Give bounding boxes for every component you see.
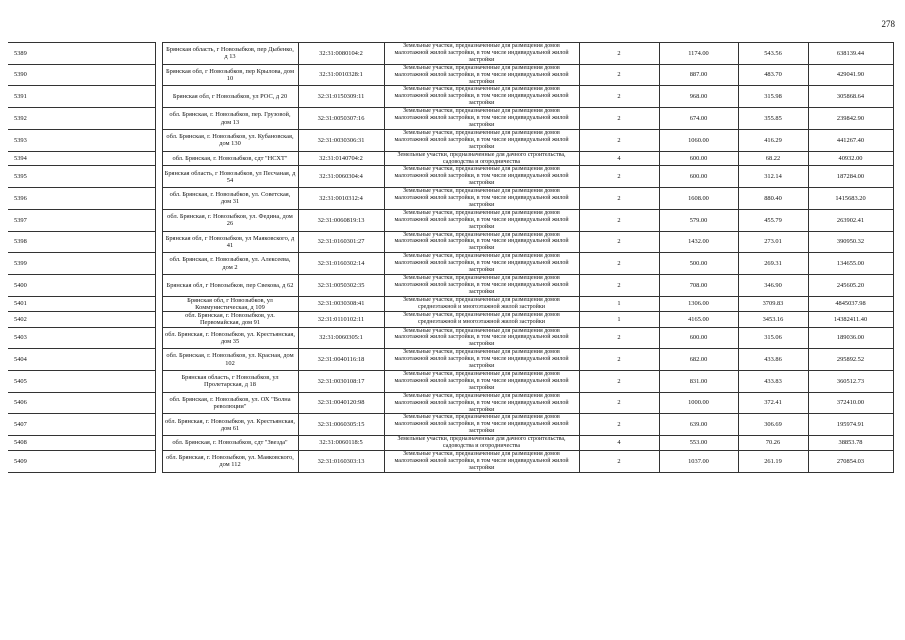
- area-cell: 639.00: [659, 414, 738, 436]
- group-cell: 2: [579, 64, 659, 86]
- cadastral-value-cell: 245605.20: [808, 275, 893, 297]
- land-use-cell: Земельные участки, предназначенные для размещения домов малоэтажной жилой застройки, в том числе индивидуальной жилой застройки: [384, 450, 579, 472]
- cadastral-number-cell: 32:31:0030308:41: [298, 296, 384, 311]
- table-row: [8, 450, 893, 472]
- area-cell: 1432.00: [659, 231, 738, 253]
- land-use-cell: Земельные участки, предназначенные для размещения домов малоэтажной жилой застройки, в том числе индивидуальной жилой застройки: [384, 86, 579, 108]
- table-row: [8, 64, 893, 86]
- specific-value-cell: 543.56: [738, 43, 808, 65]
- address-cell: Брянская область, г Новозыбков, пер Дыбенко, д 13: [162, 43, 298, 65]
- area-cell: 1174.00: [659, 43, 738, 65]
- group-cell: 2: [579, 414, 659, 436]
- group-cell: 2: [579, 450, 659, 472]
- column-gap: [155, 450, 162, 472]
- table-row: [8, 209, 893, 231]
- specific-value-cell: 273.01: [738, 231, 808, 253]
- cadastral-number-cell: 32:31:0050302:35: [298, 275, 384, 297]
- column-gap: [155, 86, 162, 108]
- table-row: [8, 43, 893, 65]
- area-cell: 1037.00: [659, 450, 738, 472]
- cadastral-value-cell: 239842.90: [808, 108, 893, 130]
- specific-value-cell: 3709.83: [738, 296, 808, 311]
- group-cell: 2: [579, 166, 659, 188]
- cadastral-value-cell: 390950.32: [808, 231, 893, 253]
- table-row: [8, 392, 893, 414]
- cadastral-number-cell: 32:31:0060304:4: [298, 166, 384, 188]
- group-cell: 2: [579, 231, 659, 253]
- group-cell: 2: [579, 86, 659, 108]
- specific-value-cell: 433.83: [738, 370, 808, 392]
- cadastral-value-cell: 305868.64: [808, 86, 893, 108]
- address-cell: Брянская обл, г Новозыбков, пер Крылова, дом 10: [162, 64, 298, 86]
- address-cell: обл. Брянская, г. Новозыбков, ул. Крестьянская, дом 35: [162, 327, 298, 349]
- page-number: 278: [881, 19, 895, 29]
- specific-value-cell: 880.40: [738, 188, 808, 210]
- row-number: 5406: [8, 392, 155, 414]
- cadastral-value-cell: 40932.00: [808, 151, 893, 166]
- column-gap: [155, 166, 162, 188]
- address-cell: Брянская обл, г Новозыбков, ул Коммунистическая, д 109: [162, 296, 298, 311]
- table-row: [8, 370, 893, 392]
- table-row: [8, 253, 893, 275]
- land-use-cell: Земельные участки, предназначенные для дачного строительства, садоводства и огородничества: [384, 436, 579, 451]
- row-number: 5394: [8, 151, 155, 166]
- specific-value-cell: 312.14: [738, 166, 808, 188]
- cadastral-value-cell: 638139.44: [808, 43, 893, 65]
- table-row: [8, 129, 893, 151]
- specific-value-cell: 372.41: [738, 392, 808, 414]
- table-row: [8, 312, 893, 327]
- address-cell: Брянская область, г Новозыбков, ул Песчаная, д 54: [162, 166, 298, 188]
- area-cell: 682.00: [659, 349, 738, 371]
- land-use-cell: Земельные участки, предназначенные для размещения домов малоэтажной жилой застройки, в том числе индивидуальной жилой застройки: [384, 327, 579, 349]
- column-gap: [155, 370, 162, 392]
- cadastral-number-cell: 32:31:0010312:4: [298, 188, 384, 210]
- land-use-cell: Земельные участки, предназначенные для размещения домов малоэтажной жилой застройки, в том числе индивидуальной жилой застройки: [384, 166, 579, 188]
- cadastral-value-cell: 38853.78: [808, 436, 893, 451]
- table-row: [8, 275, 893, 297]
- table-row: [8, 151, 893, 166]
- group-cell: 4: [579, 151, 659, 166]
- row-number: 5392: [8, 108, 155, 130]
- cadastral-value-cell: 4845037.98: [808, 296, 893, 311]
- group-cell: 1: [579, 312, 659, 327]
- cadastral-value-cell: 360512.73: [808, 370, 893, 392]
- address-cell: Брянская обл, г Новозыбков, ул РОС, д 20: [162, 86, 298, 108]
- table-row: [8, 166, 893, 188]
- area-cell: 500.00: [659, 253, 738, 275]
- table-row: [8, 188, 893, 210]
- land-use-cell: Земельные участки, предназначенные для размещения домов малоэтажной жилой застройки, в том числе индивидуальной жилой застройки: [384, 209, 579, 231]
- table-row: [8, 231, 893, 253]
- row-number: 5400: [8, 275, 155, 297]
- row-number: 5409: [8, 450, 155, 472]
- area-cell: 1306.00: [659, 296, 738, 311]
- specific-value-cell: 355.85: [738, 108, 808, 130]
- cadastral-number-cell: 32:31:0110102:11: [298, 312, 384, 327]
- group-cell: 2: [579, 43, 659, 65]
- cadastral-value-cell: 441267.40: [808, 129, 893, 151]
- cadastral-number-cell: 32:31:0080104:2: [298, 43, 384, 65]
- specific-value-cell: 483.70: [738, 64, 808, 86]
- specific-value-cell: 315.06: [738, 327, 808, 349]
- group-cell: 2: [579, 370, 659, 392]
- land-use-cell: Земельные участки, предназначенные для дачного строительства, садоводства и огородничества: [384, 151, 579, 166]
- address-cell: обл. Брянская, г. Новозыбков, сдт "Звезда": [162, 436, 298, 451]
- group-cell: 2: [579, 392, 659, 414]
- address-cell: обл. Брянская, г. Новозыбков, ул. ОХ "Волна революции": [162, 392, 298, 414]
- area-cell: 600.00: [659, 166, 738, 188]
- specific-value-cell: 70.26: [738, 436, 808, 451]
- cadastral-number-cell: 32:31:0010328:1: [298, 64, 384, 86]
- land-use-cell: Земельные участки, предназначенные для размещения домов малоэтажной жилой застройки, в том числе индивидуальной жилой застройки: [384, 231, 579, 253]
- row-number: 5399: [8, 253, 155, 275]
- column-gap: [155, 209, 162, 231]
- cadastral-value-cell: 14382411.40: [808, 312, 893, 327]
- group-cell: 2: [579, 188, 659, 210]
- row-number: 5397: [8, 209, 155, 231]
- area-cell: 600.00: [659, 327, 738, 349]
- area-cell: 708.00: [659, 275, 738, 297]
- cadastral-number-cell: 32:31:0160302:14: [298, 253, 384, 275]
- area-cell: 831.00: [659, 370, 738, 392]
- cadastral-number-cell: 32:31:0160301:27: [298, 231, 384, 253]
- specific-value-cell: 416.29: [738, 129, 808, 151]
- group-cell: 2: [579, 349, 659, 371]
- specific-value-cell: 68.22: [738, 151, 808, 166]
- column-gap: [155, 414, 162, 436]
- land-use-cell: Земельные участки, предназначенные для размещения домов малоэтажной жилой застройки, в том числе индивидуальной жилой застройки: [384, 64, 579, 86]
- land-use-cell: Земельные участки, предназначенные для размещения домов малоэтажной жилой застройки, в том числе индивидуальной жилой застройки: [384, 129, 579, 151]
- area-cell: 674.00: [659, 108, 738, 130]
- row-number: 5407: [8, 414, 155, 436]
- group-cell: 4: [579, 436, 659, 451]
- table-row: [8, 414, 893, 436]
- cadastral-value-cell: 270854.03: [808, 450, 893, 472]
- address-cell: обл. Брянская, г. Новозыбков, сдт "НСХТ": [162, 151, 298, 166]
- specific-value-cell: 315.98: [738, 86, 808, 108]
- address-cell: обл. Брянская, г. Новозыбков, ул. Крестьянская, дом 61: [162, 414, 298, 436]
- column-gap: [155, 43, 162, 65]
- cadastral-number-cell: 32:31:0060118:5: [298, 436, 384, 451]
- land-use-cell: Земельные участки, предназначенные для размещения домов малоэтажной жилой застройки, в том числе индивидуальной жилой застройки: [384, 392, 579, 414]
- land-use-cell: Земельные участки, предназначенные для размещения домов малоэтажной жилой застройки, в том числе индивидуальной жилой застройки: [384, 188, 579, 210]
- address-cell: обл. Брянская, г. Новозыбков, ул. Кубановская, дом 130: [162, 129, 298, 151]
- cadastral-value-cell: 1415683.20: [808, 188, 893, 210]
- table-body: [8, 43, 893, 473]
- column-gap: [155, 312, 162, 327]
- row-number: 5404: [8, 349, 155, 371]
- row-number: 5403: [8, 327, 155, 349]
- address-cell: обл. Брянская, г. Новозыбков, ул. Советская, дом 31: [162, 188, 298, 210]
- address-cell: обл. Брянская, г. Новозыбков, ул. Первомайская, дом 91: [162, 312, 298, 327]
- land-use-cell: Земельные участки, предназначенные для размещения домов малоэтажной жилой застройки, в том числе индивидуальной жилой застройки: [384, 43, 579, 65]
- cadastral-number-cell: 32:31:0050307:16: [298, 108, 384, 130]
- table-row: [8, 108, 893, 130]
- cadastral-value-cell: 263902.41: [808, 209, 893, 231]
- address-cell: Брянская область, г Новозыбков, ул Пролетарская, д 18: [162, 370, 298, 392]
- table-row: [8, 296, 893, 311]
- table-row: [8, 327, 893, 349]
- specific-value-cell: 346.90: [738, 275, 808, 297]
- land-use-cell: Земельные участки, предназначенные для размещения домов малоэтажной жилой застройки, в том числе индивидуальной жилой застройки: [384, 370, 579, 392]
- cadastral-value-cell: 134655.00: [808, 253, 893, 275]
- group-cell: 2: [579, 129, 659, 151]
- column-gap: [155, 327, 162, 349]
- column-gap: [155, 296, 162, 311]
- column-gap: [155, 188, 162, 210]
- column-gap: [155, 349, 162, 371]
- specific-value-cell: 261.19: [738, 450, 808, 472]
- table-row: [8, 436, 893, 451]
- row-number: 5389: [8, 43, 155, 65]
- column-gap: [155, 151, 162, 166]
- cadastral-value-cell: 372410.00: [808, 392, 893, 414]
- area-cell: 887.00: [659, 64, 738, 86]
- cadastral-number-cell: 32:31:0060305:1: [298, 327, 384, 349]
- group-cell: 2: [579, 253, 659, 275]
- group-cell: 1: [579, 296, 659, 311]
- address-cell: обл. Брянская, г. Новозыбков, ул. Федина, дом 26: [162, 209, 298, 231]
- area-cell: 968.00: [659, 86, 738, 108]
- row-number: 5408: [8, 436, 155, 451]
- area-cell: 600.00: [659, 151, 738, 166]
- row-number: 5390: [8, 64, 155, 86]
- specific-value-cell: 433.86: [738, 349, 808, 371]
- column-gap: [155, 253, 162, 275]
- cadastral-number-cell: 32:31:0060305:15: [298, 414, 384, 436]
- specific-value-cell: 306.69: [738, 414, 808, 436]
- land-use-cell: Земельные участки, предназначенные для размещения домов малоэтажной жилой застройки, в том числе индивидуальной жилой застройки: [384, 275, 579, 297]
- row-number: 5396: [8, 188, 155, 210]
- table-row: [8, 349, 893, 371]
- row-number: 5393: [8, 129, 155, 151]
- address-cell: Брянская обл, г Новозыбков, ул Маяковского, д 41: [162, 231, 298, 253]
- cadastral-value-cell: 429041.90: [808, 64, 893, 86]
- land-use-cell: Земельные участки, предназначенные для размещения домов малоэтажной жилой застройки, в том числе индивидуальной жилой застройки: [384, 253, 579, 275]
- address-cell: обл. Брянская, г. Новозыбков, ул. Алексеева, дом 2: [162, 253, 298, 275]
- cadastral-value-cell: 187284.00: [808, 166, 893, 188]
- land-use-cell: Земельные участки, предназначенные для размещения домов среднеэтажной и многоэтажной жилой застройки: [384, 312, 579, 327]
- cadastral-number-cell: 32:31:0040116:18: [298, 349, 384, 371]
- row-number: 5398: [8, 231, 155, 253]
- area-cell: 579.00: [659, 209, 738, 231]
- cadastral-value-cell: 195974.91: [808, 414, 893, 436]
- cadastral-value-cell: 189036.00: [808, 327, 893, 349]
- row-number: 5401: [8, 296, 155, 311]
- row-number: 5402: [8, 312, 155, 327]
- column-gap: [155, 392, 162, 414]
- cadastral-number-cell: 32:31:0160303:13: [298, 450, 384, 472]
- land-use-cell: Земельные участки, предназначенные для размещения домов малоэтажной жилой застройки, в том числе индивидуальной жилой застройки: [384, 108, 579, 130]
- area-cell: 553.00: [659, 436, 738, 451]
- column-gap: [155, 436, 162, 451]
- address-cell: Брянская обл, г Новозыбков, пер Свекова, д 62: [162, 275, 298, 297]
- column-gap: [155, 64, 162, 86]
- column-gap: [155, 275, 162, 297]
- land-use-cell: Земельные участки, предназначенные для размещения домов малоэтажной жилой застройки, в том числе индивидуальной жилой застройки: [384, 349, 579, 371]
- specific-value-cell: 3453.16: [738, 312, 808, 327]
- area-cell: 1060.00: [659, 129, 738, 151]
- row-number: 5405: [8, 370, 155, 392]
- column-gap: [155, 129, 162, 151]
- cadastral-number-cell: 32:31:0030306:31: [298, 129, 384, 151]
- area-cell: 1608.00: [659, 188, 738, 210]
- address-cell: обл. Брянская, г. Новозыбков, ул. Маяковского, дом 112: [162, 450, 298, 472]
- area-cell: 1000.00: [659, 392, 738, 414]
- cadastral-number-cell: 32:31:0150309:11: [298, 86, 384, 108]
- column-gap: [155, 108, 162, 130]
- group-cell: 2: [579, 108, 659, 130]
- address-cell: обл. Брянская, г. Новозыбков, пер. Грузовой, дом 13: [162, 108, 298, 130]
- cadastral-value-cell: 295892.52: [808, 349, 893, 371]
- cadastral-number-cell: 32:31:0060819:13: [298, 209, 384, 231]
- cadastral-number-cell: 32:31:0040120:98: [298, 392, 384, 414]
- group-cell: 2: [579, 275, 659, 297]
- group-cell: 2: [579, 327, 659, 349]
- row-number: 5391: [8, 86, 155, 108]
- row-number: 5395: [8, 166, 155, 188]
- cadastral-number-cell: 32:31:0140704:2: [298, 151, 384, 166]
- group-cell: 2: [579, 209, 659, 231]
- specific-value-cell: 269.31: [738, 253, 808, 275]
- column-gap: [155, 231, 162, 253]
- land-registry-table: [8, 42, 894, 473]
- address-cell: обл. Брянская, г. Новозыбков, ул. Красная, дом 102: [162, 349, 298, 371]
- specific-value-cell: 455.79: [738, 209, 808, 231]
- land-use-cell: Земельные участки, предназначенные для размещения домов малоэтажной жилой застройки, в том числе индивидуальной жилой застройки: [384, 414, 579, 436]
- table-row: [8, 86, 893, 108]
- cadastral-number-cell: 32:31:0030108:17: [298, 370, 384, 392]
- area-cell: 4165.00: [659, 312, 738, 327]
- land-use-cell: Земельные участки, предназначенные для размещения домов среднеэтажной и многоэтажной жилой застройки: [384, 296, 579, 311]
